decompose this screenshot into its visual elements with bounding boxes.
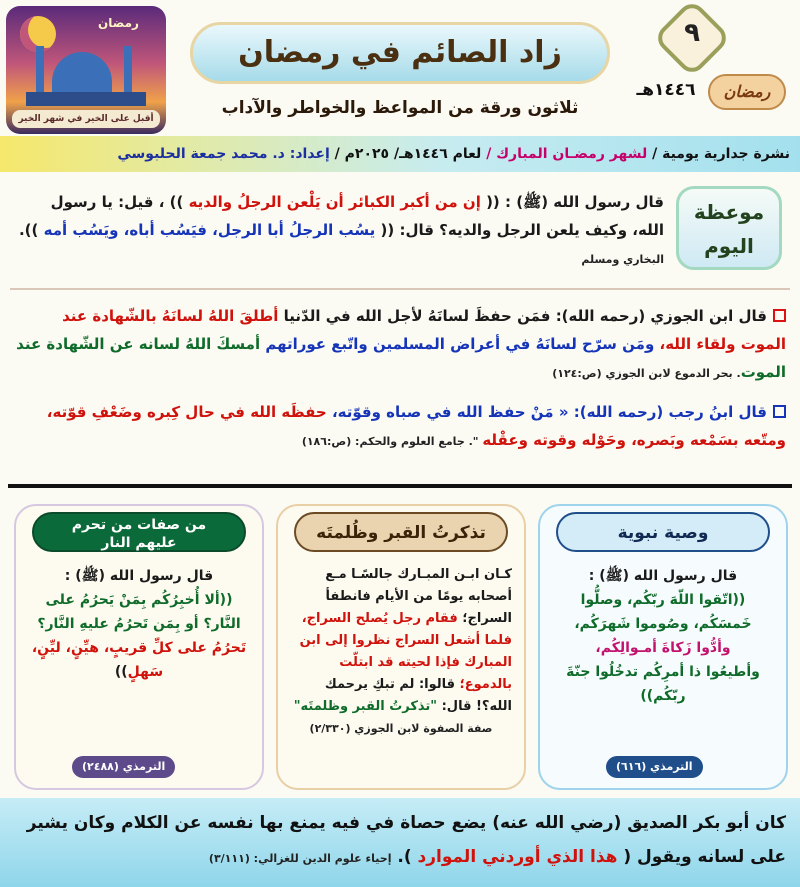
logo-tagline: أقبل على الخير في شهر الخير: [12, 110, 160, 128]
lesson-hadith: [14, 188, 664, 274]
card-mid-source: صفة الصفوة لابن الجوزي (٢/٣٣٠): [309, 722, 493, 735]
quote1-c: ومَن سرّح لسانَهُ في أعراض المسلمين واتّبع عوراتهم: [260, 335, 660, 353]
lesson-badge-line2: اليوم: [704, 234, 754, 258]
lesson-t1: قال رسول الله (ﷺ) : ((: [480, 193, 664, 211]
card-right-body-a: ((اتّقوا اللّهَ ربّكُم، وصلُّوا خَمسَكُم، وصُوموا شَهرَكُم،: [574, 592, 752, 632]
card-left-b: تَحرُمُ على كلِّ قريبٍ، هيِّنٍ، ليِّنٍ، سَهلٍ: [31, 640, 247, 680]
bullet-square-icon: [773, 405, 786, 418]
lesson-t4: يسُب الرجلُ أبا الرجل، فيَسُب أباه، ويَسُب أمه: [43, 221, 376, 239]
strip-part3: لعام ١٤٤٦هـ/ ٢٠٢٥م /: [329, 146, 482, 162]
card-right-source: الترمذي (٦١٦): [606, 756, 703, 778]
lesson-badge-line1: موعظة: [693, 200, 765, 224]
strip-part2: لشهر رمضـان المبارك /: [481, 146, 648, 162]
lesson-source: البخاري ومسلم: [581, 253, 664, 266]
ramadan-badge: رمضان: [708, 74, 786, 110]
page-subtitle: ثلاثون ورقة من المواعظ والخواطر والآداب: [221, 98, 579, 118]
year-label: ١٤٤٦هـ: [636, 80, 696, 100]
strip-part1: نشرة جدارية يومية /: [647, 146, 790, 162]
minaret-right-icon: [124, 46, 132, 96]
quote1-a: قال ابن الجوزي (رحمه الله): فمَن حفظَ لسانَهُ لأجل الله في الدّنيا: [278, 307, 767, 325]
lesson-t3: )) ، قيل: يا رسول الله، وكيف يلعن الرجل والديه؟ قال: ((: [50, 193, 664, 239]
logo-script: رمضان: [98, 16, 139, 30]
lesson-badge: [676, 186, 782, 270]
lesson-t5: )).: [18, 221, 44, 239]
day-number: ٩: [684, 18, 700, 48]
card-right-title: وصية نبوية: [556, 512, 770, 552]
mosque-dome-icon: [52, 52, 112, 96]
quote-ibn-aljawzi: [14, 302, 786, 388]
card-right-body: [552, 564, 774, 708]
card-left-a: ((ألا أُخبِرُكُم بِمَنْ يَحرُمُ على النَّار؟ أو بِمَن تَحرُمُ عليهِ النَّار؟: [37, 592, 241, 632]
card-fire-forbidden: [14, 504, 264, 790]
footer-quote: [0, 798, 800, 887]
quote1-source: . بحر الدموع لابن الجوزي (ص:١٢٤): [552, 367, 741, 380]
footer-c: ).: [391, 847, 412, 867]
card-left-source: الترمذي (٢٤٨٨): [72, 756, 175, 778]
quote1-b: أطلقَ اللهُ لسانَهُ بالشّهادة عند الموت ولقاء الله،: [62, 307, 786, 353]
quote2-a: قال ابنُ رجب (رحمه الله): « مَنْ حفظ الله في صباه وقوّته،: [326, 403, 767, 421]
card-left-c: )): [114, 664, 128, 680]
strip-part4: إعداد: د. محمد جمعة الحلبوسي: [117, 146, 330, 162]
quote-ibn-rajab: [14, 398, 786, 456]
bullet-square-icon: [773, 309, 786, 322]
footer-a: كان أبو بكر الصديق (رضي الله عنه) يضع حصاة في فيه يمنع بها نفسه عن الكلام وكان يشير على لسانه ويقول (: [26, 813, 786, 867]
section-divider: [10, 288, 790, 290]
card-grave-remembrance: [276, 504, 526, 790]
card-mid-a: كـان ابـن المبـارك جالسًـا مـع أصحابه يومًا من الأيام فانطفأ السراج؛: [325, 567, 512, 626]
page-title: زاد الصائم في رمضان: [190, 22, 610, 84]
card-left-title-line2: عليهم النار: [101, 535, 177, 551]
minaret-left-icon: [36, 46, 44, 96]
ramadan-logo: [6, 6, 166, 134]
quote1-d: أمسكَ اللهُ لسانه عن الشّهادة عند الموت: [16, 335, 786, 381]
thick-divider: [8, 484, 792, 488]
footer-b: هذا الذي أوردني الموارد: [411, 847, 624, 867]
card-mid-b: فقام رجل يُصلح السراج، فلما أشعل السراج نظروا إلى ابن المبارك فإذا لحيته قد ابتلّت بالدموع؛: [299, 611, 512, 692]
card-left-title-line1: من صفات من تحرم: [71, 517, 207, 533]
bulletin-info-strip: [0, 136, 800, 172]
card-mid-body: [290, 564, 512, 740]
lesson-t2: إن من أكبر الكبائر أن يَلْعن الرجلُ والديه: [188, 193, 481, 211]
card-prophetic-advice: [538, 504, 788, 790]
footer-source: إحياء علوم الدين للغزالي: (٣/١١١): [208, 852, 392, 865]
mosque-base-icon: [26, 92, 146, 106]
card-mid-c: قالوا: لم تبكِ يرحمك الله؟! قال:: [324, 677, 512, 714]
quote2-source: ". جامع العلوم والحكم: (ص:١٨٦): [301, 435, 483, 448]
card-left-title: [32, 512, 246, 552]
card-mid-title: تذكرتُ القبر وظُلمتَه: [294, 512, 508, 552]
card-left-body: [28, 564, 250, 684]
card-mid-d: "تذكرتُ القبر وظلمتَه": [293, 699, 438, 714]
card-left-intro: قال رسول الله (ﷺ) :: [64, 568, 214, 584]
card-right-intro: قال رسول الله (ﷺ) :: [588, 568, 738, 584]
card-right-body-b: وأدُّوا زَكاةَ أمـوالِكُم،: [595, 640, 731, 656]
card-right-body-c: وأطيعُوا ذا أمرِكُم تدخُلُوا جنّةَ ربّكُم)): [566, 664, 760, 704]
quote2-b: حفظَه الله في حال كِبره وضَعْفِ قوّته، ومتّعه بسَمْعه وبَصره، وحَوْله وقوته وعقْله: [46, 403, 786, 449]
